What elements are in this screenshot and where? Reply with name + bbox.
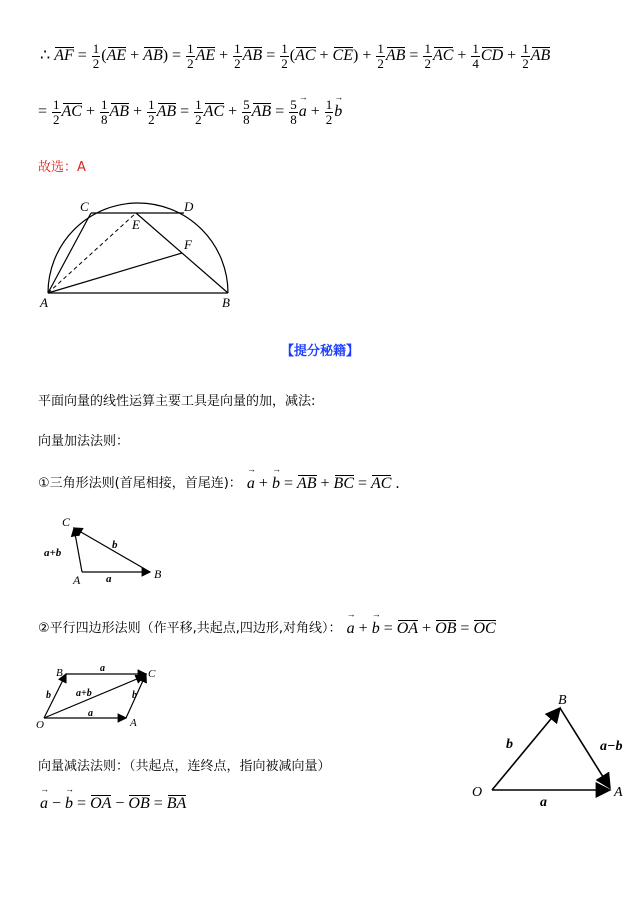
label-A: A (130, 717, 137, 729)
label-b-right: b (132, 690, 137, 701)
subtraction-figure (464, 686, 636, 810)
label-b-left: b (46, 690, 51, 701)
label-B: B (558, 693, 567, 708)
label-C: C (148, 668, 156, 680)
label-O: O (36, 719, 44, 731)
rule-2-line: ②平行四边形法则（作平移,共起点,四边形,对角线）： → a + → b = OA + OB = OC (38, 617, 496, 637)
segment-AE (48, 213, 136, 293)
label-b: b (112, 539, 118, 551)
semicircle-figure (36, 195, 246, 313)
label-C: C (80, 199, 89, 214)
segment-AF (48, 253, 182, 293)
label-C: C (62, 515, 71, 529)
label-a-minus-b: a−b (600, 739, 623, 754)
label-a-plus-b: a+b (44, 547, 62, 559)
addition-rules-label: 向量加法法则： (38, 434, 130, 449)
label-A: A (73, 573, 81, 587)
label-a-top: a (100, 663, 105, 674)
solution-line-1: ∴ AF = $\frac{1}{2}$ (AE + AB) = $\frac{1}{2}$ AE + $\frac{1}{2}$ AB = $\frac{1}{2}$ (AC + CE) + $\frac{1}{2}$ AB = $\frac{1}{2}$ AC + $\frac{1}{4}$ CD + $\frac{1}{2}$ AB (40, 41, 551, 71)
label-a: a (540, 795, 547, 810)
vector-b (492, 708, 560, 790)
label-E: E (132, 217, 140, 232)
label-A: A (40, 295, 48, 310)
intro-text: 平面向量的线性运算主要工具是向量的加，减法: (38, 394, 316, 409)
solution-line-2: = $\frac{1}{2}$ AC + $\frac{1}{8}$ AB + $\frac{1}{2}$ AB = $\frac{1}{2}$ AC + $\frac{5}{8}$ AB = $\frac{5}{8}$ → a + $\frac{1}{2}$ → b (38, 98, 342, 126)
label-D: D (184, 199, 194, 214)
label-A: A (614, 785, 623, 800)
label-a-bottom: a (88, 708, 93, 719)
subtraction-formula: → a − → b = OA − OB = BA (40, 795, 186, 813)
label-B: B (56, 667, 63, 679)
label-O: O (472, 785, 483, 800)
answer-label: 故选：A (38, 160, 86, 175)
segment-AC (48, 213, 91, 293)
rule-1-line: ①三角形法则(首尾相接，首尾连)： → a + → b = AB + BC = AC . (38, 472, 399, 492)
label-b: b (506, 737, 513, 752)
label-a: a (106, 573, 112, 585)
label-F: F (184, 237, 192, 252)
parallelogram-rule-figure (34, 660, 164, 732)
label-B: B (222, 295, 230, 310)
vector-a-plus-b (74, 528, 82, 572)
label-B: B (154, 567, 162, 581)
subtraction-rules-label: 向量减法法则：（共起点，连终点，指向被减向量） (38, 759, 331, 774)
triangle-rule-figure (40, 512, 170, 586)
section-heading: 【提分秘籍】 (281, 344, 360, 359)
label-a-plus-b: a+b (76, 688, 92, 699)
